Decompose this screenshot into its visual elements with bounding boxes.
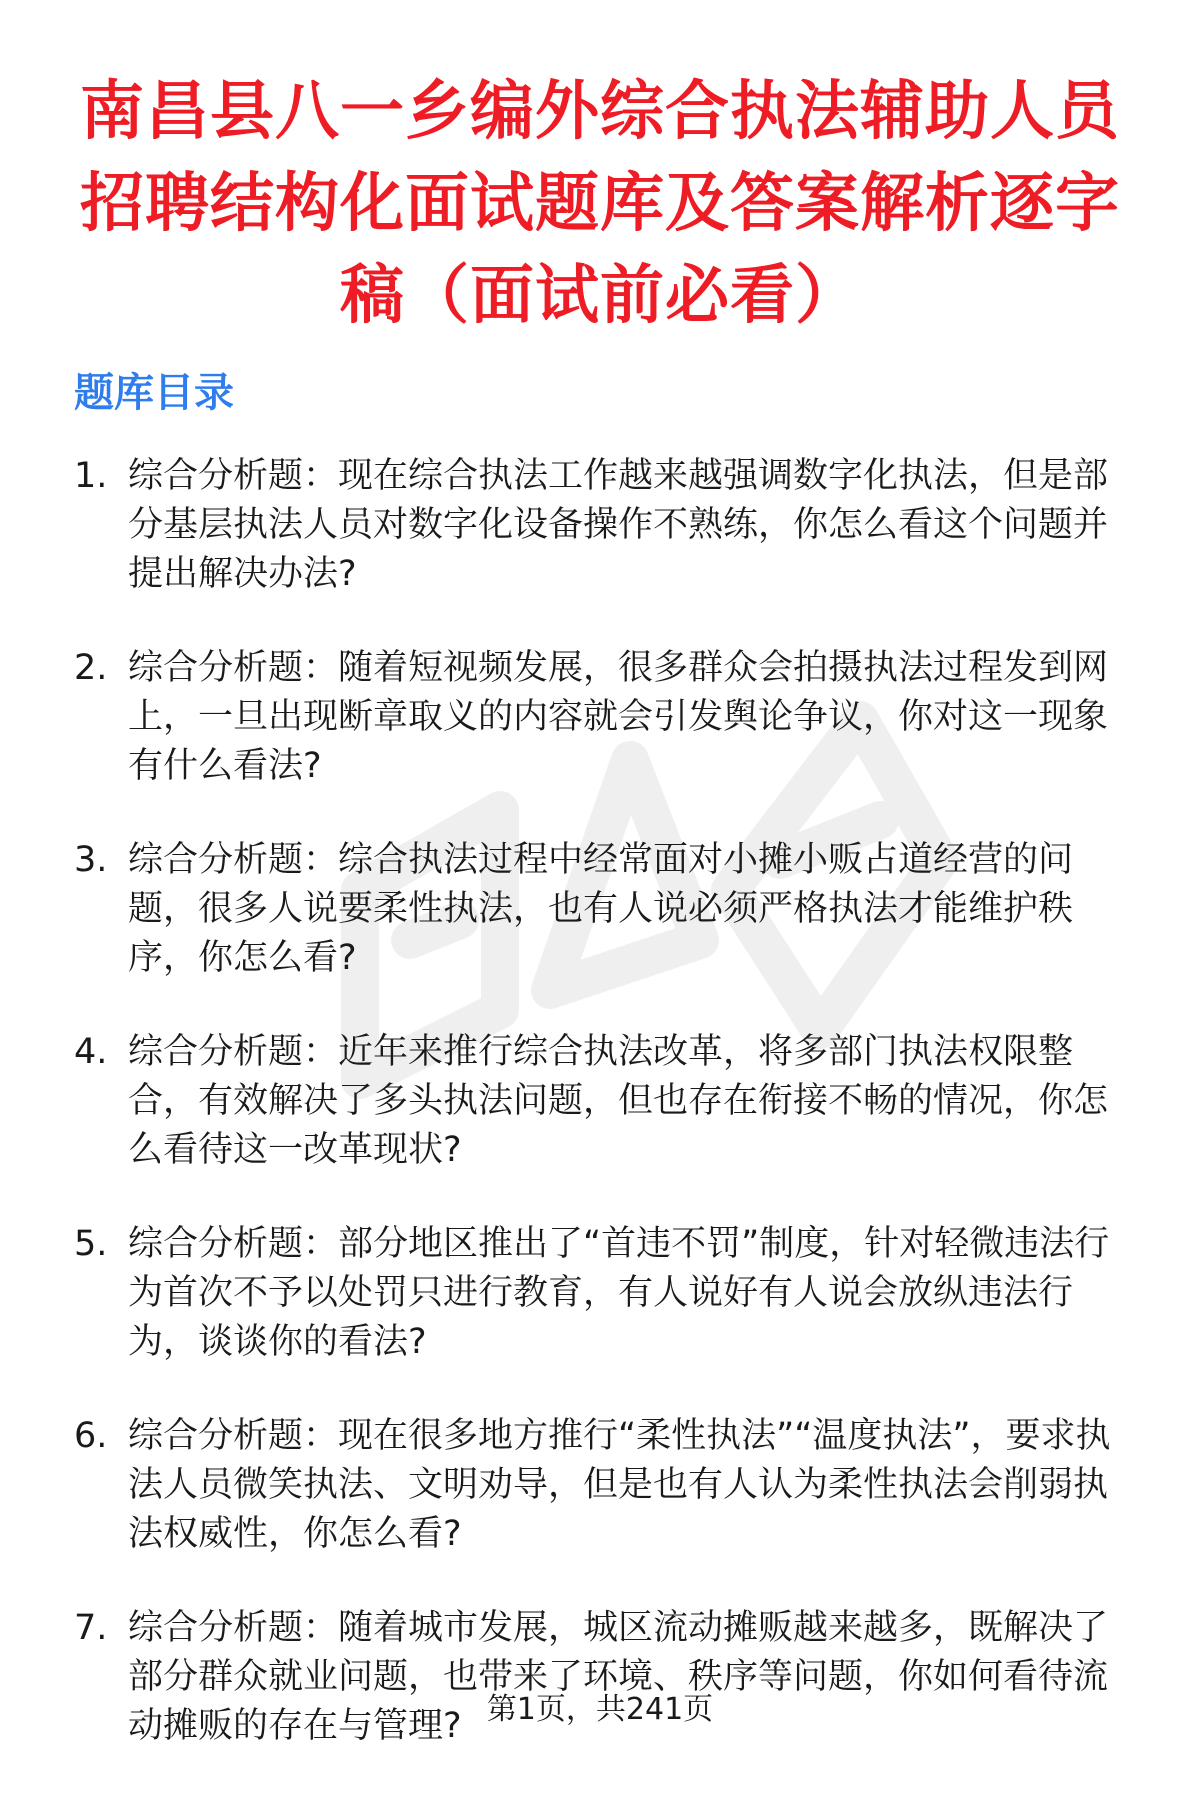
question-number: 2. — [74, 648, 108, 688]
question-item — [74, 836, 1134, 983]
question-number: 3. — [74, 840, 108, 880]
question-number: 7. — [74, 1608, 108, 1648]
question-text: 综合分析题：近年来推行综合执法改革，将多部门执法权限整合，有效解决了多头执法问题，但也存在衔接不畅的情况，你怎么看待这一改革现状? — [128, 1032, 1109, 1170]
page-footer: 第1页，共241页 — [486, 1692, 714, 1727]
toc-heading: 题库目录 — [74, 370, 234, 416]
question-number: 5. — [74, 1224, 108, 1264]
question-list — [74, 452, 1134, 1796]
question-text: 综合分析题：现在综合执法工作越来越强调数字化执法，但是部分基层执法人员对数字化设备操作不熟练，你怎么看这个问题并提出解决办法? — [128, 456, 1109, 594]
question-item — [74, 644, 1134, 791]
question-text: 综合分析题：综合执法过程中经常面对小摊小贩占道经营的问题，很多人说要柔性执法，也有人说必须严格执法才能维护秩序，你怎么看? — [128, 840, 1074, 978]
document-title: 南昌县八一乡编外综合执法辅助人员招聘结构化面试题库及答案解析逐字稿（面试前必看） — [80, 75, 1120, 333]
question-item — [74, 452, 1134, 599]
question-item — [74, 1220, 1134, 1367]
question-item — [74, 1028, 1134, 1175]
question-text: 综合分析题：随着城市发展，城区流动摊贩越来越多，既解决了部分群众就业问题，也带来了环境、秩序等问题，你如何看待流动摊贩的存在与管理? — [128, 1608, 1109, 1746]
question-text: 综合分析题：现在很多地方推行“柔性执法”“温度执法”，要求执法人员微笑执法、文明劝导，但是也有人认为柔性执法会削弱执法权威性，你怎么看? — [128, 1416, 1111, 1554]
question-text: 综合分析题：随着短视频发展，很多群众会拍摄执法过程发到网上，一旦出现断章取义的内容就会引发舆论争议，你对这一现象有什么看法? — [128, 648, 1109, 786]
question-item — [74, 1412, 1134, 1559]
question-number: 1. — [74, 456, 108, 496]
question-text: 综合分析题：部分地区推出了“首违不罚”制度，针对轻微违法行为首次不予以处罚只进行教育，有人说好有人说会放纵违法行为，谈谈你的看法? — [128, 1224, 1110, 1362]
question-number: 4. — [74, 1032, 108, 1072]
question-number: 6. — [74, 1416, 108, 1456]
